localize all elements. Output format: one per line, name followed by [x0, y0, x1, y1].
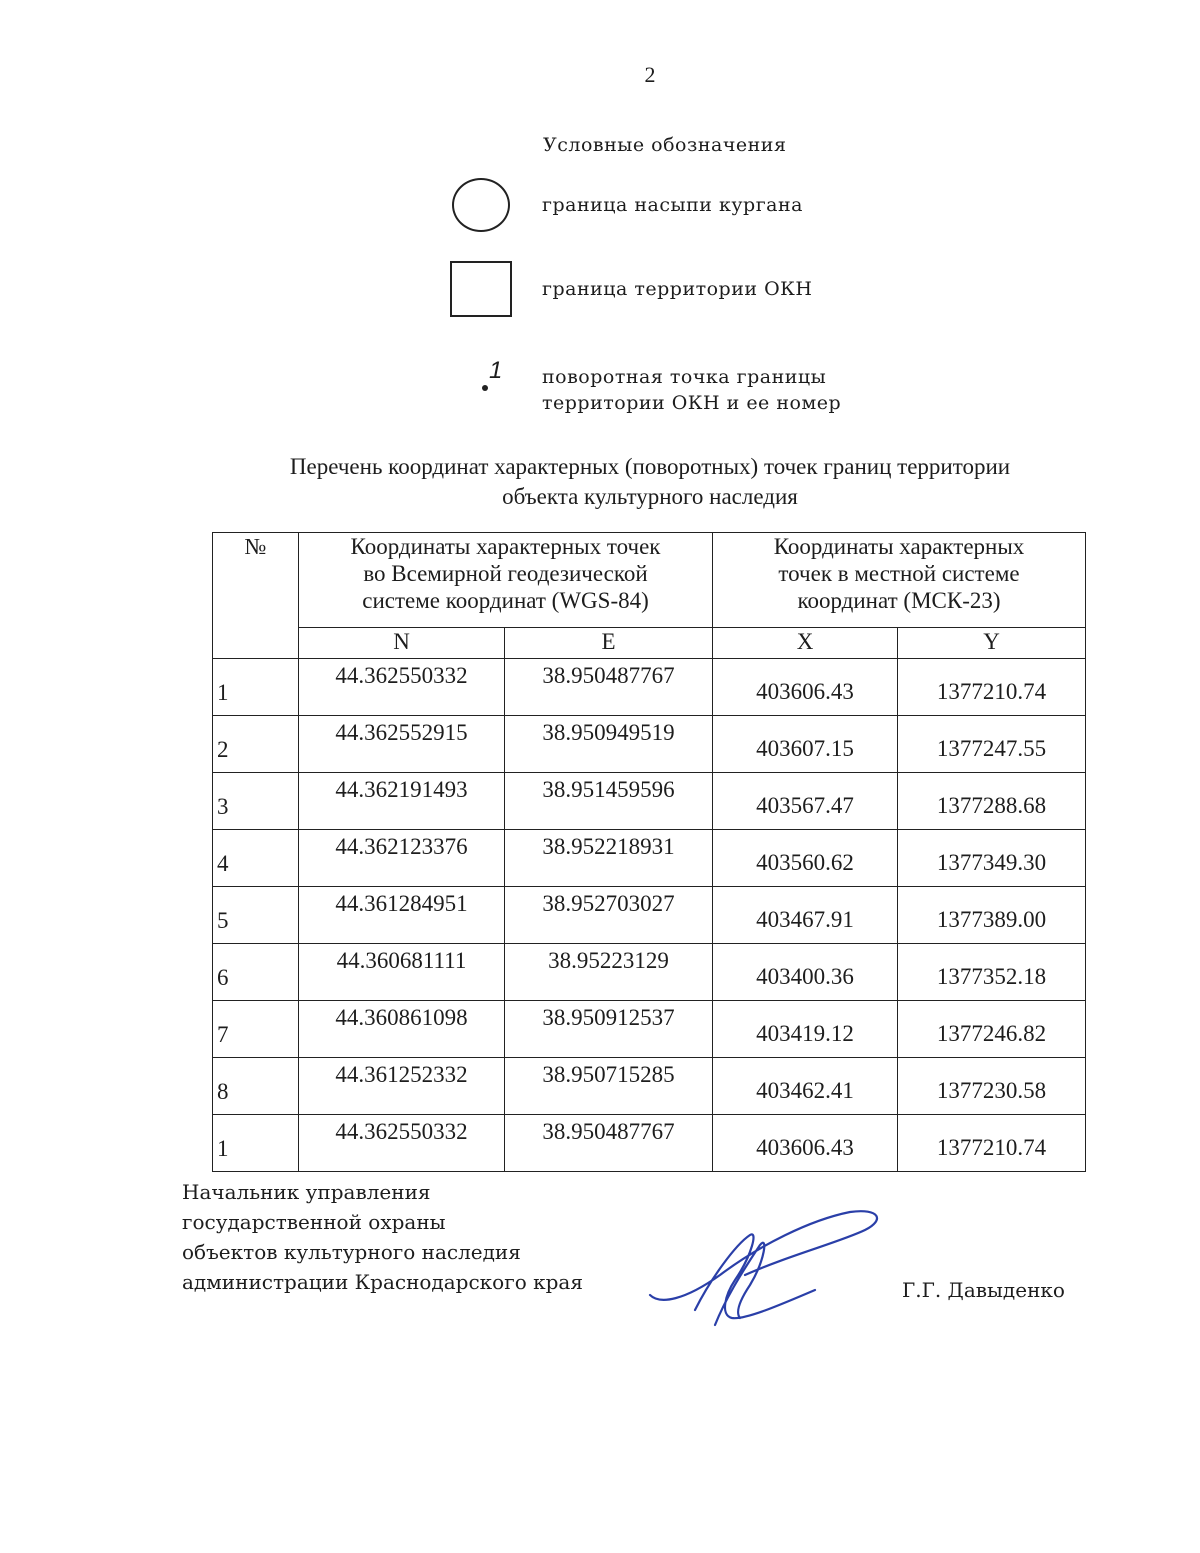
table-row [213, 773, 1086, 830]
row-number: 3 [213, 773, 299, 830]
legend-title: Условные обозначения [543, 134, 787, 156]
cell-x: 403560.62 [713, 830, 898, 887]
cell-n: 44.362191493 [299, 773, 505, 830]
msk-header-line: координат (МСК-23) [797, 588, 1001, 613]
cell-x: 403400.36 [713, 944, 898, 1001]
column-x-header: X [713, 628, 898, 659]
column-e-header: E [505, 628, 713, 659]
cell-n: 44.360861098 [299, 1001, 505, 1058]
table-heading-line1: Перечень координат характерных (поворотных) точек границ территории [289, 454, 1011, 479]
row-number: 4 [213, 830, 299, 887]
row-number: 5 [213, 887, 299, 944]
wgs-header-line: Координаты характерных точек [350, 534, 661, 559]
msk-header [713, 533, 1086, 628]
signer-position-line: Начальник управления [182, 1180, 431, 1204]
msk-header-line: точек в местной системе [778, 561, 1020, 586]
cell-x: 403419.12 [713, 1001, 898, 1058]
row-number: 2 [213, 716, 299, 773]
cell-e: 38.950487767 [505, 1115, 713, 1172]
cell-n: 44.361284951 [299, 887, 505, 944]
cell-y: 1377389.00 [898, 887, 1086, 944]
column-n-header: N [299, 628, 505, 659]
table-row [213, 1058, 1086, 1115]
cell-y: 1377352.18 [898, 944, 1086, 1001]
cell-x: 403606.43 [713, 659, 898, 716]
table-heading [190, 452, 1110, 512]
row-number: 1 [213, 1115, 299, 1172]
signer-position-line: администрации Краснодарского края [182, 1270, 583, 1294]
table-row [213, 887, 1086, 944]
cell-n: 44.362123376 [299, 830, 505, 887]
cell-e: 38.952218931 [505, 830, 713, 887]
cell-x: 403607.15 [713, 716, 898, 773]
cell-y: 1377288.68 [898, 773, 1086, 830]
cell-y: 1377349.30 [898, 830, 1086, 887]
signer-position-line: объектов культурного наследия [182, 1240, 521, 1264]
cell-y: 1377210.74 [898, 1115, 1086, 1172]
table-row [213, 716, 1086, 773]
cell-n: 44.361252332 [299, 1058, 505, 1115]
cell-x: 403467.91 [713, 887, 898, 944]
column-number-header: № [213, 533, 299, 659]
cell-n: 44.362550332 [299, 1115, 505, 1172]
table-row [213, 659, 1086, 716]
cell-y: 1377246.82 [898, 1001, 1086, 1058]
cell-x: 403606.43 [713, 1115, 898, 1172]
cell-e: 38.952703027 [505, 887, 713, 944]
cell-y: 1377247.55 [898, 716, 1086, 773]
row-number: 1 [213, 659, 299, 716]
point-symbol-icon [470, 357, 510, 397]
point-marker-number: 1 [489, 357, 503, 384]
legend-label-point-line2: территории ОКН и ее номер [542, 392, 842, 414]
handwritten-signature [640, 1200, 890, 1330]
cell-e: 38.95223129 [505, 944, 713, 1001]
cell-n: 44.362550332 [299, 659, 505, 716]
legend-label-point [542, 364, 942, 416]
cell-x: 403567.47 [713, 773, 898, 830]
cell-e: 38.950949519 [505, 716, 713, 773]
table-row [213, 830, 1086, 887]
row-number: 6 [213, 944, 299, 1001]
signer-position [182, 1177, 583, 1297]
cell-n: 44.360681111 [299, 944, 505, 1001]
table-row [213, 1115, 1086, 1172]
signer-position-line: государственной охраны [182, 1210, 446, 1234]
legend-label-territory: граница территории ОКН [542, 278, 813, 300]
cell-e: 38.951459596 [505, 773, 713, 830]
wgs-header-line: системе координат (WGS-84) [362, 588, 649, 613]
table-heading-line2: объекта культурного наследия [502, 484, 798, 509]
point-dot-icon [482, 385, 488, 391]
cell-n: 44.362552915 [299, 716, 505, 773]
row-number: 8 [213, 1058, 299, 1115]
cell-e: 38.950715285 [505, 1058, 713, 1115]
column-y-header: Y [898, 628, 1086, 659]
wgs-header-line: во Всемирной геодезической [363, 561, 648, 586]
table-row [213, 1001, 1086, 1058]
coordinates-table [212, 532, 1086, 1172]
legend-label-point-line1: поворотная точка границы [542, 366, 827, 388]
cell-y: 1377210.74 [898, 659, 1086, 716]
cell-x: 403462.41 [713, 1058, 898, 1115]
table-header-row [213, 533, 1086, 628]
table-subheader-row [213, 628, 1086, 659]
cell-e: 38.950487767 [505, 659, 713, 716]
square-symbol-icon [450, 261, 512, 317]
table-row [213, 944, 1086, 1001]
wgs-header [299, 533, 713, 628]
circle-symbol-icon [452, 178, 510, 232]
page-number: 2 [644, 62, 656, 87]
cell-y: 1377230.58 [898, 1058, 1086, 1115]
signer-name: Г.Г. Давыденко [902, 1278, 1065, 1302]
msk-header-line: Координаты характерных [773, 534, 1025, 559]
cell-e: 38.950912537 [505, 1001, 713, 1058]
legend-label-mound: граница насыпи кургана [542, 194, 803, 216]
row-number: 7 [213, 1001, 299, 1058]
